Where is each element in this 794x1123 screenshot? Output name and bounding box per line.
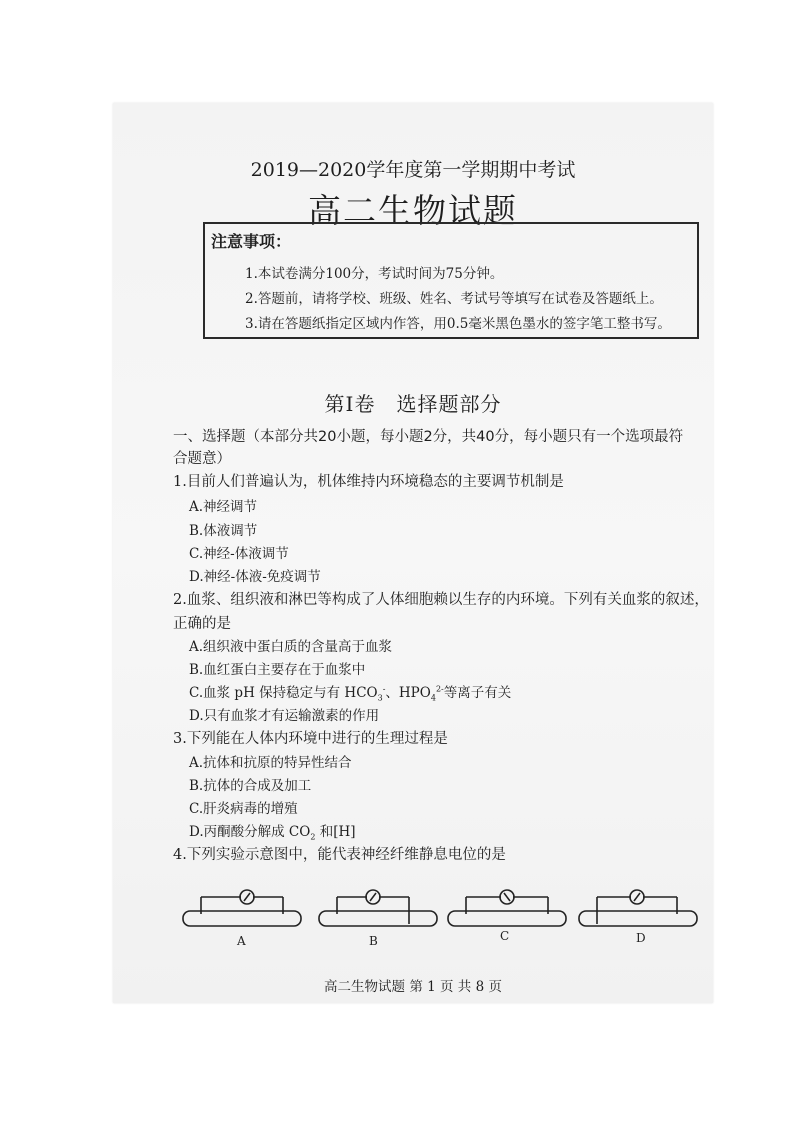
diagram-c — [448, 890, 566, 926]
question-stem-cont: 正确的是 — [173, 616, 231, 632]
option-c: C.神经-体液调节 — [189, 546, 289, 562]
exam-sheet — [113, 103, 713, 1003]
option-d: D.神经-体液-免疫调节 — [189, 569, 321, 585]
option-b: B.血红蛋白主要存在于血浆中 — [189, 662, 366, 678]
exam-year-line: 2019—2020学年度第一学期期中考试 — [250, 159, 576, 181]
option-d-suffix: 和[H] — [315, 824, 356, 840]
question-stem: 4.下列实验示意图中，能代表神经纤维静息电位的是 — [173, 847, 506, 863]
question-stem: 3.下列能在人体内环境中进行的生理过程是 — [173, 731, 448, 747]
ion-subscript: 4 — [430, 693, 436, 703]
part-heading-cont: 合题意） — [173, 451, 231, 467]
diagram-label-a: A — [237, 934, 246, 948]
option-c: C.肝炎病毒的增殖 — [189, 801, 298, 817]
notice-item: 2.答题前，请将学校、班级、姓名、考试号等填写在试卷及答题纸上。 — [245, 291, 663, 307]
notice-box — [203, 222, 699, 339]
diagram-label-b: B — [369, 934, 378, 948]
option-b: B.抗体的合成及加工 — [189, 778, 312, 794]
diagram-b — [319, 890, 437, 926]
ion-subscript: 3 — [377, 693, 383, 703]
exam-subject-title: 高二生物试题 — [308, 191, 518, 230]
question-stem: 2.血浆、组织液和淋巴等构成了人体细胞赖以生存的内环境。下列有关血浆的叙述， — [173, 592, 709, 608]
option-c-suffix: 等离子有关 — [443, 685, 512, 701]
nerve-fiber-diagrams — [177, 878, 707, 958]
notice-item: 3.请在答题纸指定区域内作答，用0.5毫米黑色墨水的签字笔工整书写。 — [245, 316, 671, 332]
diagram-d — [579, 890, 697, 926]
notice-item: 1.本试卷满分100分，考试时间为75分钟。 — [245, 266, 504, 282]
option-a: A.神经调节 — [189, 499, 258, 515]
option-d-prefix: D.丙酮酸分解成 CO — [189, 824, 311, 840]
section-title: 第Ⅰ卷 选择题部分 — [324, 392, 502, 416]
option-a: A.组织液中蛋白质的含量高于血浆 — [189, 639, 393, 655]
diagram-label-d: D — [636, 931, 646, 945]
ion-separator: 、HPO — [385, 685, 431, 701]
option-a: A.抗体和抗原的特异性结合 — [189, 755, 352, 771]
part-heading: 一、选择题（本部分共20小题，每小题2分，共40分，每小题只有一个选项最符 — [173, 429, 684, 445]
page-footer: 高二生物试题 第 1 页 共 8 页 — [324, 979, 502, 995]
ion-superscript: - — [382, 684, 386, 694]
ion-superscript: 2- — [435, 684, 444, 694]
diagram-a — [183, 890, 301, 926]
notice-title: 注意事项： — [211, 232, 292, 251]
option-d — [189, 820, 356, 842]
diagram-label-c: C — [500, 929, 510, 943]
question-stem: 1.目前人们普遍认为，机体维持内环境稳态的主要调节机制是 — [173, 474, 564, 490]
option-d: D.只有血浆才有运输激素的作用 — [189, 708, 380, 724]
co2-subscript: 2 — [310, 832, 316, 842]
option-c — [189, 681, 511, 703]
option-c-prefix: C.血浆 pH 保持稳定与有 HCO — [189, 685, 378, 701]
option-b: B.体液调节 — [189, 523, 258, 539]
